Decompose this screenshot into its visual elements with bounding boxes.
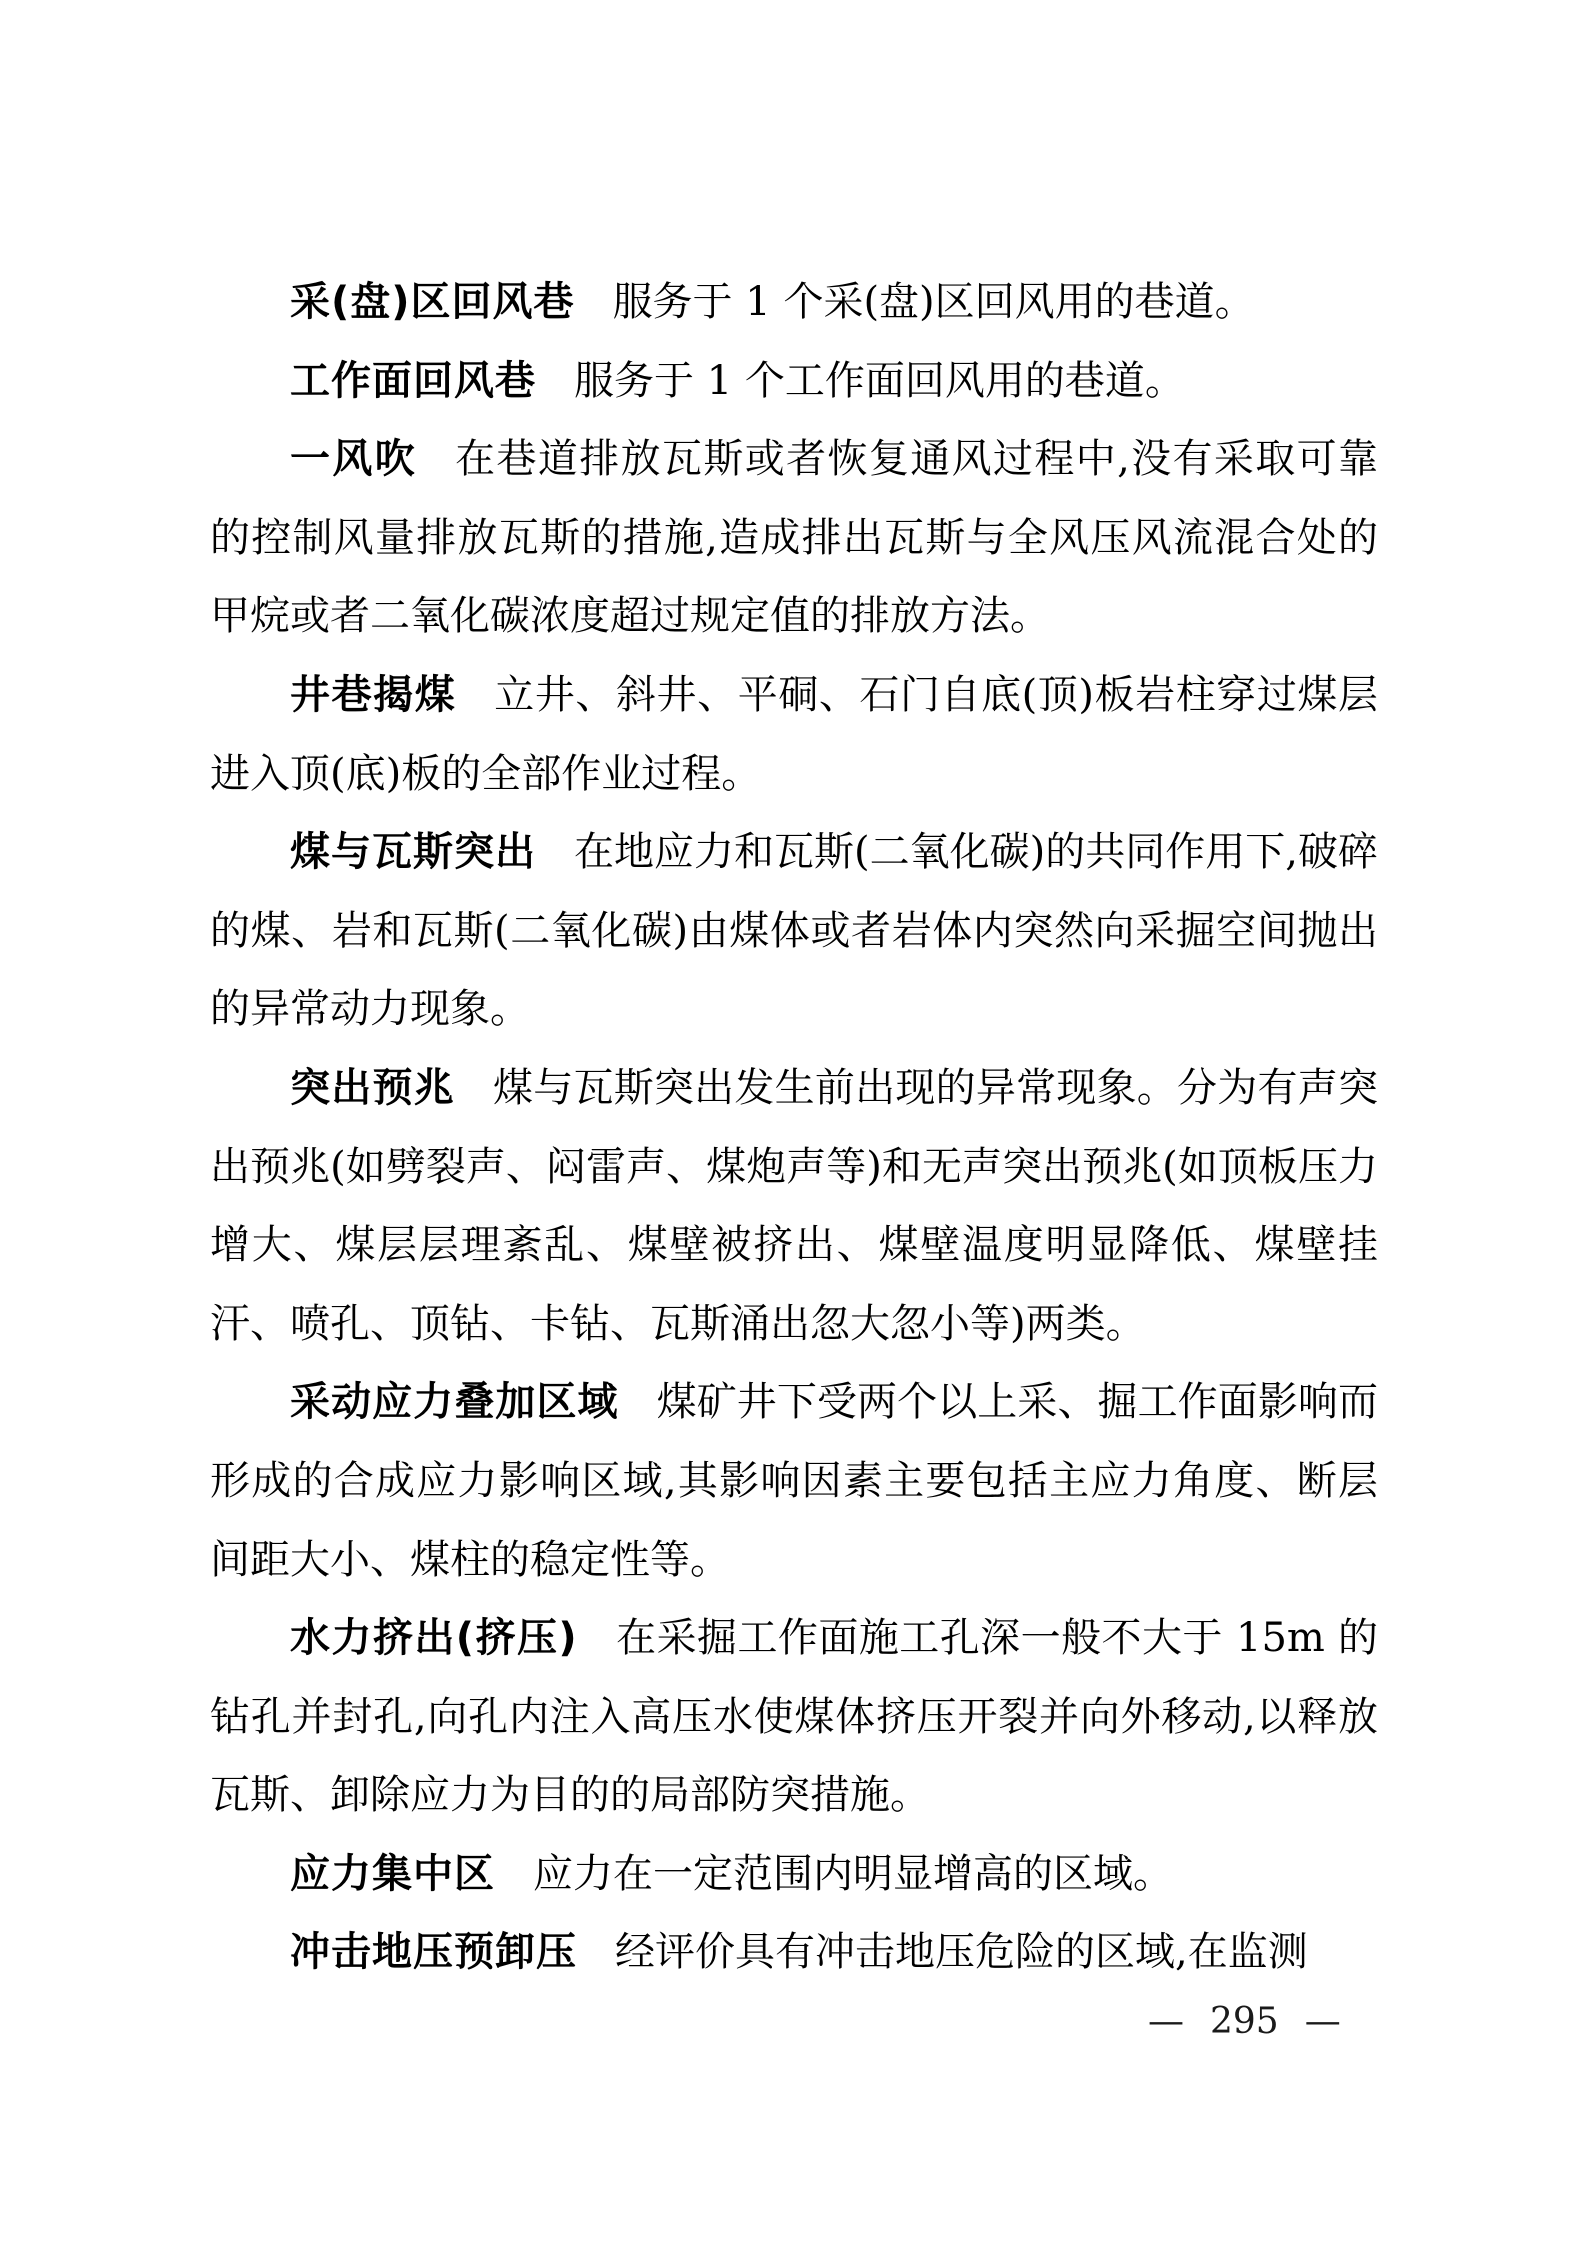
definition-paragraph [210, 420, 1378, 656]
definition-text: 在采掘工作面施工孔深一般不大于 15m 的钻孔并封孔,向孔内注入高压水使煤体挤压开裂并向外移动,以释放瓦斯、卸除应力为目的的局部防突措施。 [210, 1615, 1379, 1819]
term-label: 应力集中区 [290, 1850, 495, 1897]
term-label: 工作面回风巷 [290, 357, 536, 404]
term-label: 采(盘)区回风巷 [290, 279, 575, 325]
definition-paragraph [210, 1363, 1378, 1599]
footer-dash-left: — [1148, 2001, 1184, 2042]
term-label: 水力挤出(挤压) [290, 1615, 578, 1662]
definition-text: 服务于 1 个工作面回风用的巷道。 [574, 357, 1185, 404]
term-label: 煤与瓦斯突出 [290, 829, 537, 876]
definition-text: 煤与瓦斯突出发生前出现的异常现象。分为有声突出预兆(如劈裂声、闷雷声、煤炮声等)和无声突出预兆(如顶板压力增大、煤层层理紊乱、煤壁被挤出、煤壁温度明显降低、煤壁挂汗、喷孔、顶钻、卡钻、瓦斯涌出忽大忽小等)两类。 [210, 1064, 1379, 1347]
term-label: 冲击地压预卸压 [290, 1929, 577, 1976]
term-label: 井巷揭煤 [290, 671, 457, 718]
definition-paragraph [210, 263, 1378, 342]
definition-paragraph [210, 813, 1378, 1049]
definition-text: 煤矿井下受两个以上采、掘工作面影响而形成的合成应力影响区域,其影响因素主要包括主应力角度、断层间距大小、煤柱的稳定性等。 [210, 1379, 1379, 1583]
definition-paragraph [210, 1913, 1378, 1992]
definition-paragraph [210, 656, 1378, 813]
definition-text: 立井、斜井、平硐、石门自底(顶)板岩柱穿过煤层进入顶(底)板的全部作业过程。 [210, 671, 1378, 797]
definition-paragraph [210, 1049, 1378, 1363]
definitions-list [210, 263, 1378, 1992]
definition-text: 应力在一定范围内明显增高的区域。 [533, 1850, 1173, 1897]
footer-dash-right: — [1304, 2001, 1341, 2042]
definition-text: 在巷道排放瓦斯或者恢复通风过程中,没有采取可靠的控制风量排放瓦斯的措施,造成排出瓦斯与全风压风流混合处的甲烷或者二氧化碳浓度超过规定值的排放方法。 [210, 436, 1379, 640]
page-number: 295 [1210, 2001, 1279, 2042]
definition-paragraph [210, 1599, 1378, 1835]
definition-paragraph [210, 342, 1378, 421]
term-label: 一风吹 [290, 436, 418, 483]
page-footer [1148, 2001, 1341, 2042]
definition-text: 服务于 1 个采(盘)区回风用的巷道。 [612, 279, 1255, 325]
definition-text: 经评价具有冲击地压危险的区域,在监测 [615, 1929, 1308, 1976]
definition-paragraph [210, 1835, 1378, 1914]
definition-text: 在地应力和瓦斯(二氧化碳)的共同作用下,破碎的煤、岩和瓦斯(二氧化碳)由煤体或者岩体内突然向采掘空间抛出的异常动力现象。 [210, 829, 1378, 1033]
term-label: 突出预兆 [290, 1064, 455, 1111]
term-label: 采动应力叠加区域 [290, 1379, 619, 1426]
